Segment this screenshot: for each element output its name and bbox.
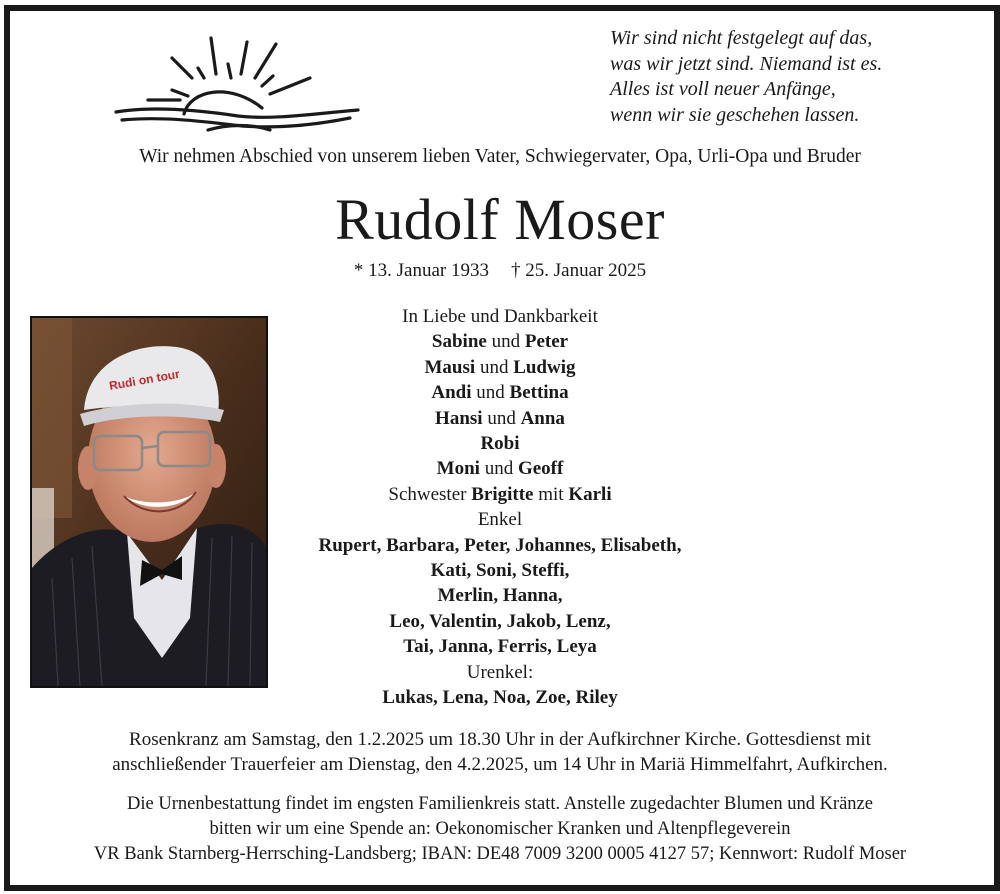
poem-line: Alles ist voll neuer Anfänge, [610, 78, 836, 100]
grandchildren-line: Kati, Soni, Steffi, [430, 560, 570, 582]
service-line: Rosenkranz am Samstag, den 1.2.2025 um 18.30 Uhr in der Aufkirchner Kirche. Gottesdienst mit [129, 729, 871, 750]
family-member: Mausi [424, 356, 476, 378]
portrait-photo [30, 316, 268, 688]
family-member: Karli [568, 483, 612, 505]
deceased-name: Rudolf Moser [335, 187, 665, 252]
great-grandchildren-heading: Urenkel: [466, 661, 534, 683]
grandchildren-line: Leo, Valentin, Jakob, Lenz, [389, 610, 611, 632]
farewell-intro: Wir nehmen Abschied von unserem lieben Vater, Schwiegervater, Opa, Urli-Opa und Bruder [139, 146, 861, 167]
birth-date: * 13. Januar 1933 [353, 260, 489, 281]
grandchildren-line: Rupert, Barbara, Peter, Johannes, Elisabeth, [318, 534, 682, 556]
burial-line: bitten wir um eine Spende an: Oekonomischer Kranken und Altenpflegeverein [209, 819, 791, 839]
family-member: Bettina [509, 382, 569, 404]
family-joiner: und [475, 356, 514, 378]
family-member: Anna [520, 407, 565, 429]
family-joiner: und [486, 331, 525, 353]
life-dates [0, 260, 1000, 282]
poem-line: wenn wir sie geschehen lassen. [610, 103, 860, 126]
sunrise-icon [112, 30, 362, 138]
great-grandchildren-line: Lukas, Lena, Noa, Zoe, Riley [382, 687, 618, 709]
sibling-line [264, 482, 736, 507]
family-member: Geoff [517, 458, 564, 480]
grandchildren-heading: Enkel [477, 509, 523, 531]
service-info [0, 727, 1000, 777]
family-member: Sabine [431, 331, 487, 353]
grandchildren-line: Tai, Janna, Ferris, Leya [403, 636, 597, 658]
burial-line: Die Urnenbestattung findet im engsten Familienkreis statt. Anstelle zugedachter Blumen und Kränze [127, 794, 873, 814]
cap-text: Rudi on tour [108, 366, 181, 393]
family-member: Moni [436, 458, 480, 480]
sibling-prefix: Schwester [388, 483, 472, 505]
family-couple [264, 456, 736, 481]
family-member: Andi [431, 382, 472, 404]
family-couple [264, 380, 736, 405]
service-line: anschließender Trauerfeier am Dienstag, den 4.2.2025, um 14 Uhr in Mariä Himmelfahrt, Aufkirchen. [112, 754, 888, 775]
family-joiner: und [479, 458, 518, 480]
family-member: Peter [524, 331, 569, 353]
poem [610, 26, 980, 128]
family-member: Brigitte [471, 483, 534, 505]
family-joiner: und [471, 382, 510, 404]
family-couple [264, 431, 736, 456]
death-date: † 25. Januar 2025 [511, 260, 647, 281]
family-joiner: mit [533, 483, 569, 505]
family-list [264, 304, 736, 711]
family-couple [264, 329, 736, 354]
family-joiner: und [482, 407, 521, 429]
poem-line: was wir jetzt sind. Niemand ist es. [610, 52, 883, 75]
family-heading: In Liebe und Dankbarkeit [402, 306, 598, 327]
family-member: Ludwig [513, 356, 576, 378]
family-member: Hansi [435, 407, 483, 429]
grandchildren-line: Merlin, Hanna, [437, 585, 563, 607]
burial-info [0, 792, 1000, 867]
family-couple [264, 355, 736, 380]
portrait-image [32, 318, 266, 686]
poem-line: Wir sind nicht festgelegt auf das, [610, 27, 873, 49]
donation-line: VR Bank Starnberg-Herrsching-Landsberg; IBAN: DE48 7009 3200 0005 4127 57; Kennwort: Rudolf Moser [93, 844, 907, 864]
family-couple [264, 406, 736, 431]
family-member: Robi [480, 433, 520, 455]
